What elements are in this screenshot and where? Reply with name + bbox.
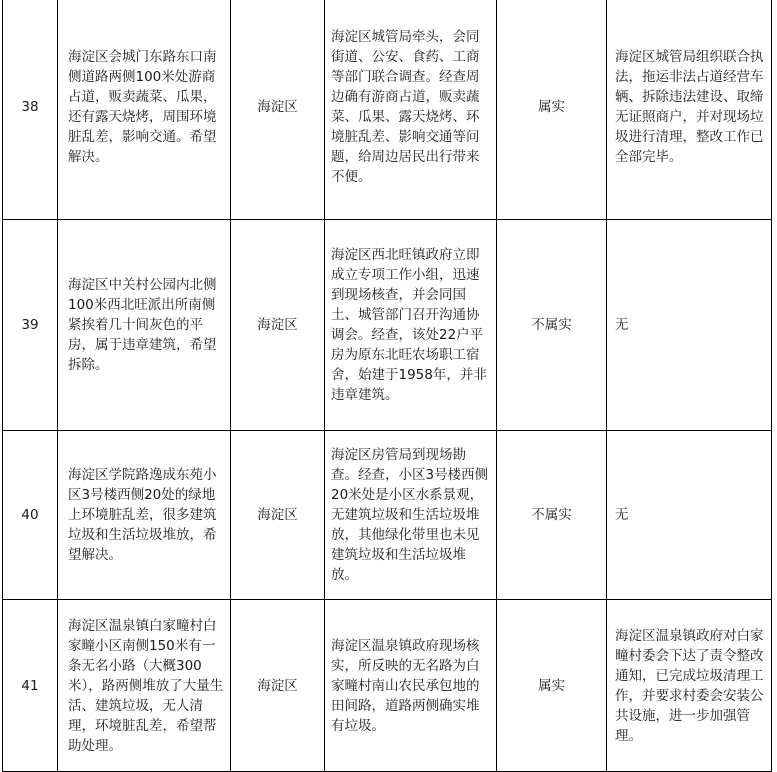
rectification-text: 海淀区温泉镇政府对白家疃村委会下达了责令整改通知，已完成垃圾清理工作，并要求村委会安装公共设施，进一步加强管理。 (615, 627, 764, 744)
complaint-text: 海淀区学院路逸成东苑小区3号楼西侧20处的绿地上环境脏乱差，很多建筑垃圾和生活垃圾堆放，希望解决。 (68, 467, 217, 563)
investigation-text: 海淀区温泉镇政府现场核实，所反映的无名路为白家疃村南山农民承包地的田间路，道路两侧确实堆有垃圾。 (331, 637, 480, 734)
verdict-cell (497, 220, 607, 431)
complaint-text: 海淀区会城门东路东口南侧道路两侧100米处游商占道，贩卖蔬菜、瓜果，还有露天烧烤，周围环境脏乱差，影响交通。希望解决。 (68, 49, 217, 165)
district-text: 海淀区 (257, 677, 298, 694)
district-cell (231, 220, 325, 431)
district-cell (231, 431, 325, 600)
verdict-text: 属实 (538, 99, 565, 115)
row-number: 40 (21, 507, 39, 523)
district-cell (231, 0, 325, 220)
verdict-text: 属实 (538, 677, 565, 694)
complaint-cell (58, 600, 231, 772)
table-row (3, 600, 772, 772)
table-row (3, 0, 772, 220)
table-row (3, 431, 772, 600)
complaint-cell (58, 220, 231, 431)
row-number: 38 (21, 99, 39, 115)
verdict-cell (497, 600, 607, 772)
row-number-cell (3, 220, 58, 431)
rectification-cell (607, 600, 772, 772)
row-number-cell (3, 600, 58, 772)
verdict-cell (497, 0, 607, 220)
district-text: 海淀区 (257, 99, 298, 115)
district-text: 海淀区 (257, 317, 298, 333)
verdict-text: 不属实 (531, 317, 572, 333)
investigation-cell (325, 220, 497, 431)
row-number: 39 (21, 317, 39, 333)
complaint-cell (58, 431, 231, 600)
rectification-cell (607, 0, 772, 220)
complaint-cell (58, 0, 231, 220)
row-number: 41 (21, 677, 39, 694)
verdict-cell (497, 431, 607, 600)
rectification-cell (607, 220, 772, 431)
investigation-cell (325, 431, 497, 600)
complaint-text: 海淀区中关村公园内北侧100米西北旺派出所南侧紧挨着几十间灰色的平房，属于违章建筑，希望拆除。 (68, 277, 217, 373)
complaint-text: 海淀区温泉镇白家疃村白家疃小区南侧150米有一条无名小路（大概300米），路两侧堆放了大量生活、建筑垃圾，无人清理，环境脏乱差，希望帮助处理。 (68, 617, 224, 754)
investigation-text: 海淀区房管局到现场勘查。经查，小区3号楼西侧20米处是小区水系景观，无建筑垃圾和生活垃圾堆放，其他绿化带里也未见建筑垃圾和生活垃圾堆放。 (331, 447, 489, 583)
investigation-cell (325, 0, 497, 220)
rectification-cell (607, 431, 772, 600)
investigation-text: 海淀区城管局牵头，会同街道、公安、食药、工商等部门联合调查。经查周边确有游商占道，贩卖蔬菜、瓜果、露天烧烤、环境脏乱差、影响交通等问题，给周边居民出行带来不便。 (331, 29, 480, 185)
rectification-text: 无 (615, 317, 629, 333)
complaint-table (2, 0, 772, 772)
rectification-text: 海淀区城管局组织联合执法，拖运非法占道经营车辆、拆除违法建设、取缔无证照商户，并对现场垃圾进行清理，整改工作已全部完毕。 (615, 49, 764, 165)
row-number-cell (3, 0, 58, 220)
district-text: 海淀区 (257, 507, 298, 523)
investigation-text: 海淀区西北旺镇政府立即成立专项工作小组，迅速到现场核查，并会同国土、城管部门召开沟通协调会。经查，该处22户平房为原东北旺农场职工宿舍，始建于1958年，并非违章建筑。 (331, 247, 487, 403)
verdict-text: 不属实 (531, 507, 572, 523)
rectification-text: 无 (615, 507, 629, 523)
row-number-cell (3, 431, 58, 600)
district-cell (231, 600, 325, 772)
investigation-cell (325, 600, 497, 772)
table-row (3, 220, 772, 431)
